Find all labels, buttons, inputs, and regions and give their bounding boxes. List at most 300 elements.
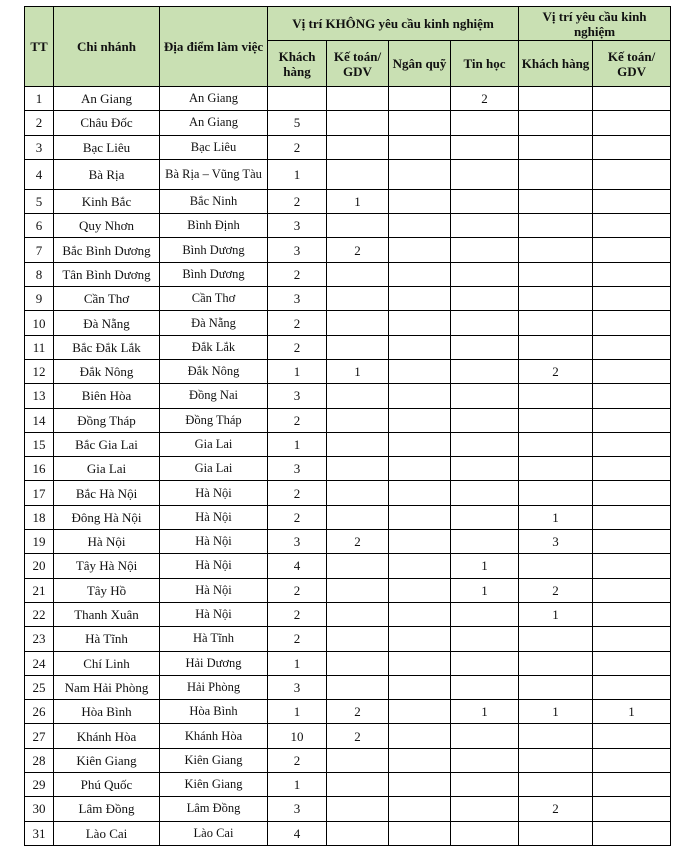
cell-branch: Bắc Bình Dương: [54, 238, 160, 262]
cell-customer: 2: [268, 748, 327, 772]
cell-customer: 3: [268, 530, 327, 554]
cell-customer: 2: [268, 602, 327, 626]
cell-location: Bình Dương: [160, 262, 268, 286]
cell-customer: 3: [268, 675, 327, 699]
cell-customer: 2: [268, 481, 327, 505]
cell-location: Bắc Ninh: [160, 189, 268, 213]
cell-customer: 4: [268, 821, 327, 845]
cell-stt: 9: [25, 287, 54, 311]
cell-location: Kiên Giang: [160, 748, 268, 772]
cell-treasury: [389, 87, 451, 111]
cell-location: An Giang: [160, 87, 268, 111]
cell-exp-accounting: [593, 111, 671, 135]
cell-location: Lâm Đồng: [160, 797, 268, 821]
cell-treasury: [389, 651, 451, 675]
cell-stt: 20: [25, 554, 54, 578]
cell-exp-accounting: [593, 135, 671, 159]
cell-it: [451, 602, 519, 626]
cell-exp-customer: [519, 189, 593, 213]
cell-accounting: [327, 87, 389, 111]
cell-exp-customer: [519, 214, 593, 238]
header-treasury: Ngân quỹ: [389, 41, 451, 87]
cell-exp-customer: [519, 287, 593, 311]
cell-location: Hải Dương: [160, 651, 268, 675]
cell-stt: 28: [25, 748, 54, 772]
cell-treasury: [389, 135, 451, 159]
cell-accounting: [327, 384, 389, 408]
cell-location: Cần Thơ: [160, 287, 268, 311]
table-row: [25, 189, 671, 213]
table-body: [25, 87, 671, 846]
cell-exp-customer: [519, 262, 593, 286]
table-row: [25, 724, 671, 748]
table-row: [25, 481, 671, 505]
cell-exp-customer: [519, 335, 593, 359]
cell-treasury: [389, 700, 451, 724]
table-row: [25, 602, 671, 626]
table-row: [25, 359, 671, 383]
cell-branch: Phú Quốc: [54, 773, 160, 797]
cell-branch: Bắc Đắk Lắk: [54, 335, 160, 359]
cell-exp-accounting: [593, 530, 671, 554]
cell-treasury: [389, 530, 451, 554]
cell-location: Bình Dương: [160, 238, 268, 262]
cell-customer: 2: [268, 135, 327, 159]
cell-it: [451, 821, 519, 845]
cell-accounting: 2: [327, 238, 389, 262]
cell-it: [451, 408, 519, 432]
cell-exp-accounting: [593, 238, 671, 262]
cell-accounting: [327, 214, 389, 238]
cell-stt: 1: [25, 87, 54, 111]
cell-exp-accounting: [593, 359, 671, 383]
header-customer: Khách hàng: [268, 41, 327, 87]
cell-branch: Tân Bình Dương: [54, 262, 160, 286]
cell-accounting: [327, 481, 389, 505]
cell-treasury: [389, 111, 451, 135]
cell-accounting: [327, 432, 389, 456]
cell-customer: 3: [268, 287, 327, 311]
cell-it: [451, 359, 519, 383]
table-row: [25, 135, 671, 159]
cell-location: Bà Rịa – Vũng Tàu: [160, 159, 268, 189]
cell-it: [451, 627, 519, 651]
cell-accounting: [327, 821, 389, 845]
cell-exp-accounting: [593, 384, 671, 408]
header-branch: Chi nhánh: [54, 7, 160, 87]
cell-treasury: [389, 627, 451, 651]
cell-stt: 27: [25, 724, 54, 748]
cell-exp-customer: [519, 159, 593, 189]
table-row: [25, 651, 671, 675]
cell-stt: 31: [25, 821, 54, 845]
cell-it: [451, 335, 519, 359]
cell-accounting: 2: [327, 724, 389, 748]
cell-location: Hà Nội: [160, 505, 268, 529]
table-row: [25, 432, 671, 456]
cell-branch: Hà Tĩnh: [54, 627, 160, 651]
cell-branch: Bạc Liêu: [54, 135, 160, 159]
cell-branch: Quy Nhơn: [54, 214, 160, 238]
table-row: [25, 675, 671, 699]
cell-customer: 2: [268, 189, 327, 213]
cell-stt: 2: [25, 111, 54, 135]
cell-it: [451, 797, 519, 821]
cell-location: Bình Định: [160, 214, 268, 238]
table-row: [25, 530, 671, 554]
cell-location: Đà Nẵng: [160, 311, 268, 335]
header-accounting: Kế toán/ GDV: [327, 41, 389, 87]
cell-exp-accounting: [593, 602, 671, 626]
cell-accounting: [327, 408, 389, 432]
cell-branch: Bà Rịa: [54, 159, 160, 189]
cell-exp-accounting: [593, 675, 671, 699]
header-exp-accounting: Kế toán/ GDV: [593, 41, 671, 87]
cell-treasury: [389, 189, 451, 213]
cell-treasury: [389, 821, 451, 845]
cell-customer: 3: [268, 238, 327, 262]
cell-stt: 22: [25, 602, 54, 626]
cell-exp-accounting: [593, 262, 671, 286]
cell-exp-customer: [519, 408, 593, 432]
cell-accounting: [327, 135, 389, 159]
cell-it: [451, 675, 519, 699]
table-row: [25, 457, 671, 481]
cell-it: 2: [451, 87, 519, 111]
cell-it: [451, 111, 519, 135]
cell-exp-accounting: [593, 481, 671, 505]
cell-exp-customer: [519, 821, 593, 845]
cell-accounting: [327, 287, 389, 311]
cell-it: [451, 287, 519, 311]
table-row: [25, 287, 671, 311]
cell-exp-customer: 2: [519, 359, 593, 383]
cell-branch: Châu Đốc: [54, 111, 160, 135]
cell-treasury: [389, 359, 451, 383]
cell-branch: Hòa Bình: [54, 700, 160, 724]
cell-branch: Lào Cai: [54, 821, 160, 845]
cell-exp-customer: [519, 432, 593, 456]
cell-branch: Đắk Nông: [54, 359, 160, 383]
cell-branch: Khánh Hòa: [54, 724, 160, 748]
cell-branch: Tây Hồ: [54, 578, 160, 602]
cell-exp-accounting: [593, 748, 671, 772]
cell-customer: 1: [268, 359, 327, 383]
cell-exp-customer: [519, 748, 593, 772]
cell-exp-customer: 2: [519, 797, 593, 821]
cell-exp-customer: [519, 773, 593, 797]
cell-branch: Gia Lai: [54, 457, 160, 481]
cell-exp-accounting: [593, 214, 671, 238]
cell-branch: Đồng Tháp: [54, 408, 160, 432]
cell-it: [451, 384, 519, 408]
cell-customer: 1: [268, 651, 327, 675]
cell-stt: 24: [25, 651, 54, 675]
cell-exp-accounting: [593, 554, 671, 578]
cell-treasury: [389, 505, 451, 529]
header-location: Địa điểm làm việc: [160, 7, 268, 87]
cell-stt: 7: [25, 238, 54, 262]
cell-location: Gia Lai: [160, 457, 268, 481]
recruitment-table: [24, 6, 671, 846]
cell-customer: 2: [268, 578, 327, 602]
cell-location: Lào Cai: [160, 821, 268, 845]
cell-customer: 3: [268, 384, 327, 408]
cell-accounting: [327, 651, 389, 675]
header-group-no-experience: Vị trí KHÔNG yêu cầu kinh nghiệm: [268, 7, 519, 41]
cell-accounting: 1: [327, 189, 389, 213]
cell-treasury: [389, 311, 451, 335]
cell-exp-customer: [519, 87, 593, 111]
cell-location: Hà Nội: [160, 602, 268, 626]
cell-exp-accounting: 1: [593, 700, 671, 724]
cell-exp-accounting: [593, 724, 671, 748]
cell-customer: 2: [268, 311, 327, 335]
cell-exp-customer: [519, 111, 593, 135]
cell-exp-accounting: [593, 457, 671, 481]
cell-accounting: [327, 505, 389, 529]
cell-treasury: [389, 457, 451, 481]
header-it: Tin học: [451, 41, 519, 87]
cell-location: An Giang: [160, 111, 268, 135]
cell-branch: Hà Nội: [54, 530, 160, 554]
cell-location: Hòa Bình: [160, 700, 268, 724]
cell-treasury: [389, 384, 451, 408]
cell-treasury: [389, 238, 451, 262]
cell-customer: 2: [268, 408, 327, 432]
table-row: [25, 554, 671, 578]
cell-exp-accounting: [593, 408, 671, 432]
cell-exp-accounting: [593, 773, 671, 797]
cell-exp-customer: [519, 554, 593, 578]
table-row: [25, 238, 671, 262]
cell-exp-accounting: [593, 651, 671, 675]
cell-treasury: [389, 432, 451, 456]
cell-branch: Đà Nẵng: [54, 311, 160, 335]
cell-accounting: [327, 262, 389, 286]
cell-stt: 3: [25, 135, 54, 159]
cell-exp-accounting: [593, 159, 671, 189]
cell-exp-customer: [519, 651, 593, 675]
cell-customer: 1: [268, 432, 327, 456]
cell-exp-accounting: [593, 797, 671, 821]
cell-branch: Lâm Đồng: [54, 797, 160, 821]
table-row: [25, 700, 671, 724]
cell-treasury: [389, 159, 451, 189]
cell-customer: 1: [268, 773, 327, 797]
table-row: [25, 311, 671, 335]
cell-branch: Bắc Hà Nội: [54, 481, 160, 505]
cell-stt: 21: [25, 578, 54, 602]
cell-customer: 1: [268, 159, 327, 189]
cell-stt: 29: [25, 773, 54, 797]
cell-it: [451, 457, 519, 481]
cell-customer: 2: [268, 335, 327, 359]
cell-location: Hải Phòng: [160, 675, 268, 699]
cell-stt: 16: [25, 457, 54, 481]
cell-it: [451, 159, 519, 189]
cell-treasury: [389, 408, 451, 432]
cell-treasury: [389, 724, 451, 748]
cell-treasury: [389, 602, 451, 626]
cell-customer: 1: [268, 700, 327, 724]
cell-it: [451, 311, 519, 335]
cell-accounting: [327, 675, 389, 699]
header-group-experience: Vị trí yêu cầu kinh nghiệm: [519, 7, 671, 41]
cell-location: Đắk Nông: [160, 359, 268, 383]
cell-accounting: [327, 748, 389, 772]
cell-stt: 15: [25, 432, 54, 456]
cell-location: Bạc Liêu: [160, 135, 268, 159]
cell-exp-accounting: [593, 627, 671, 651]
cell-stt: 19: [25, 530, 54, 554]
cell-branch: Bắc Gia Lai: [54, 432, 160, 456]
cell-treasury: [389, 797, 451, 821]
table-row: [25, 627, 671, 651]
cell-location: Đắk Lắk: [160, 335, 268, 359]
cell-it: 1: [451, 700, 519, 724]
cell-treasury: [389, 773, 451, 797]
cell-accounting: [327, 627, 389, 651]
cell-it: [451, 748, 519, 772]
table-row: [25, 821, 671, 845]
table-row: [25, 773, 671, 797]
cell-it: [451, 724, 519, 748]
cell-it: [451, 651, 519, 675]
cell-exp-customer: [519, 627, 593, 651]
cell-exp-accounting: [593, 821, 671, 845]
cell-branch: Kinh Bắc: [54, 189, 160, 213]
cell-exp-customer: 3: [519, 530, 593, 554]
cell-branch: Tây Hà Nội: [54, 554, 160, 578]
cell-accounting: [327, 159, 389, 189]
cell-exp-customer: 2: [519, 578, 593, 602]
cell-branch: Đông Hà Nội: [54, 505, 160, 529]
cell-stt: 25: [25, 675, 54, 699]
cell-accounting: [327, 797, 389, 821]
cell-stt: 26: [25, 700, 54, 724]
table-row: [25, 408, 671, 432]
cell-accounting: [327, 602, 389, 626]
cell-it: [451, 135, 519, 159]
cell-stt: 5: [25, 189, 54, 213]
cell-customer: [268, 87, 327, 111]
cell-customer: 2: [268, 505, 327, 529]
cell-accounting: [327, 311, 389, 335]
cell-exp-accounting: [593, 505, 671, 529]
table-row: [25, 262, 671, 286]
cell-it: [451, 262, 519, 286]
table-row: [25, 214, 671, 238]
cell-location: Hà Nội: [160, 530, 268, 554]
cell-customer: 5: [268, 111, 327, 135]
cell-stt: 13: [25, 384, 54, 408]
cell-customer: 4: [268, 554, 327, 578]
cell-it: [451, 189, 519, 213]
cell-exp-customer: [519, 384, 593, 408]
cell-accounting: [327, 578, 389, 602]
cell-location: Hà Nội: [160, 578, 268, 602]
cell-customer: 3: [268, 214, 327, 238]
cell-treasury: [389, 335, 451, 359]
cell-branch: Biên Hòa: [54, 384, 160, 408]
cell-customer: 3: [268, 457, 327, 481]
cell-it: [451, 214, 519, 238]
table-row: [25, 335, 671, 359]
cell-exp-accounting: [593, 87, 671, 111]
cell-it: [451, 481, 519, 505]
cell-location: Khánh Hòa: [160, 724, 268, 748]
header-exp-customer: Khách hàng: [519, 41, 593, 87]
cell-accounting: [327, 335, 389, 359]
cell-treasury: [389, 287, 451, 311]
cell-it: [451, 238, 519, 262]
cell-exp-customer: [519, 238, 593, 262]
cell-stt: 30: [25, 797, 54, 821]
cell-exp-customer: 1: [519, 505, 593, 529]
table-row: [25, 111, 671, 135]
cell-accounting: 2: [327, 530, 389, 554]
cell-customer: 10: [268, 724, 327, 748]
table-row: [25, 505, 671, 529]
cell-customer: 2: [268, 627, 327, 651]
cell-exp-accounting: [593, 287, 671, 311]
cell-exp-accounting: [593, 335, 671, 359]
cell-treasury: [389, 578, 451, 602]
cell-accounting: [327, 457, 389, 481]
cell-stt: 4: [25, 159, 54, 189]
cell-treasury: [389, 214, 451, 238]
cell-branch: An Giang: [54, 87, 160, 111]
cell-it: [451, 505, 519, 529]
cell-exp-customer: [519, 457, 593, 481]
cell-exp-customer: [519, 675, 593, 699]
cell-exp-accounting: [593, 311, 671, 335]
recruitment-table-sheet: [24, 6, 671, 846]
cell-it: 1: [451, 554, 519, 578]
cell-stt: 17: [25, 481, 54, 505]
cell-accounting: 1: [327, 359, 389, 383]
cell-stt: 23: [25, 627, 54, 651]
cell-stt: 6: [25, 214, 54, 238]
cell-exp-customer: [519, 311, 593, 335]
cell-treasury: [389, 554, 451, 578]
cell-location: Hà Nội: [160, 481, 268, 505]
cell-exp-customer: [519, 135, 593, 159]
cell-treasury: [389, 481, 451, 505]
cell-accounting: [327, 111, 389, 135]
cell-exp-accounting: [593, 578, 671, 602]
cell-accounting: 2: [327, 700, 389, 724]
cell-stt: 14: [25, 408, 54, 432]
table-row: [25, 797, 671, 821]
cell-it: [451, 530, 519, 554]
cell-it: 1: [451, 578, 519, 602]
cell-exp-customer: 1: [519, 602, 593, 626]
cell-stt: 18: [25, 505, 54, 529]
cell-stt: 8: [25, 262, 54, 286]
cell-exp-accounting: [593, 189, 671, 213]
cell-exp-customer: [519, 481, 593, 505]
table-row: [25, 748, 671, 772]
cell-location: Đồng Nai: [160, 384, 268, 408]
cell-it: [451, 432, 519, 456]
cell-location: Đồng Tháp: [160, 408, 268, 432]
cell-branch: Chí Linh: [54, 651, 160, 675]
cell-branch: Kiên Giang: [54, 748, 160, 772]
cell-location: Kiên Giang: [160, 773, 268, 797]
cell-location: Hà Tĩnh: [160, 627, 268, 651]
